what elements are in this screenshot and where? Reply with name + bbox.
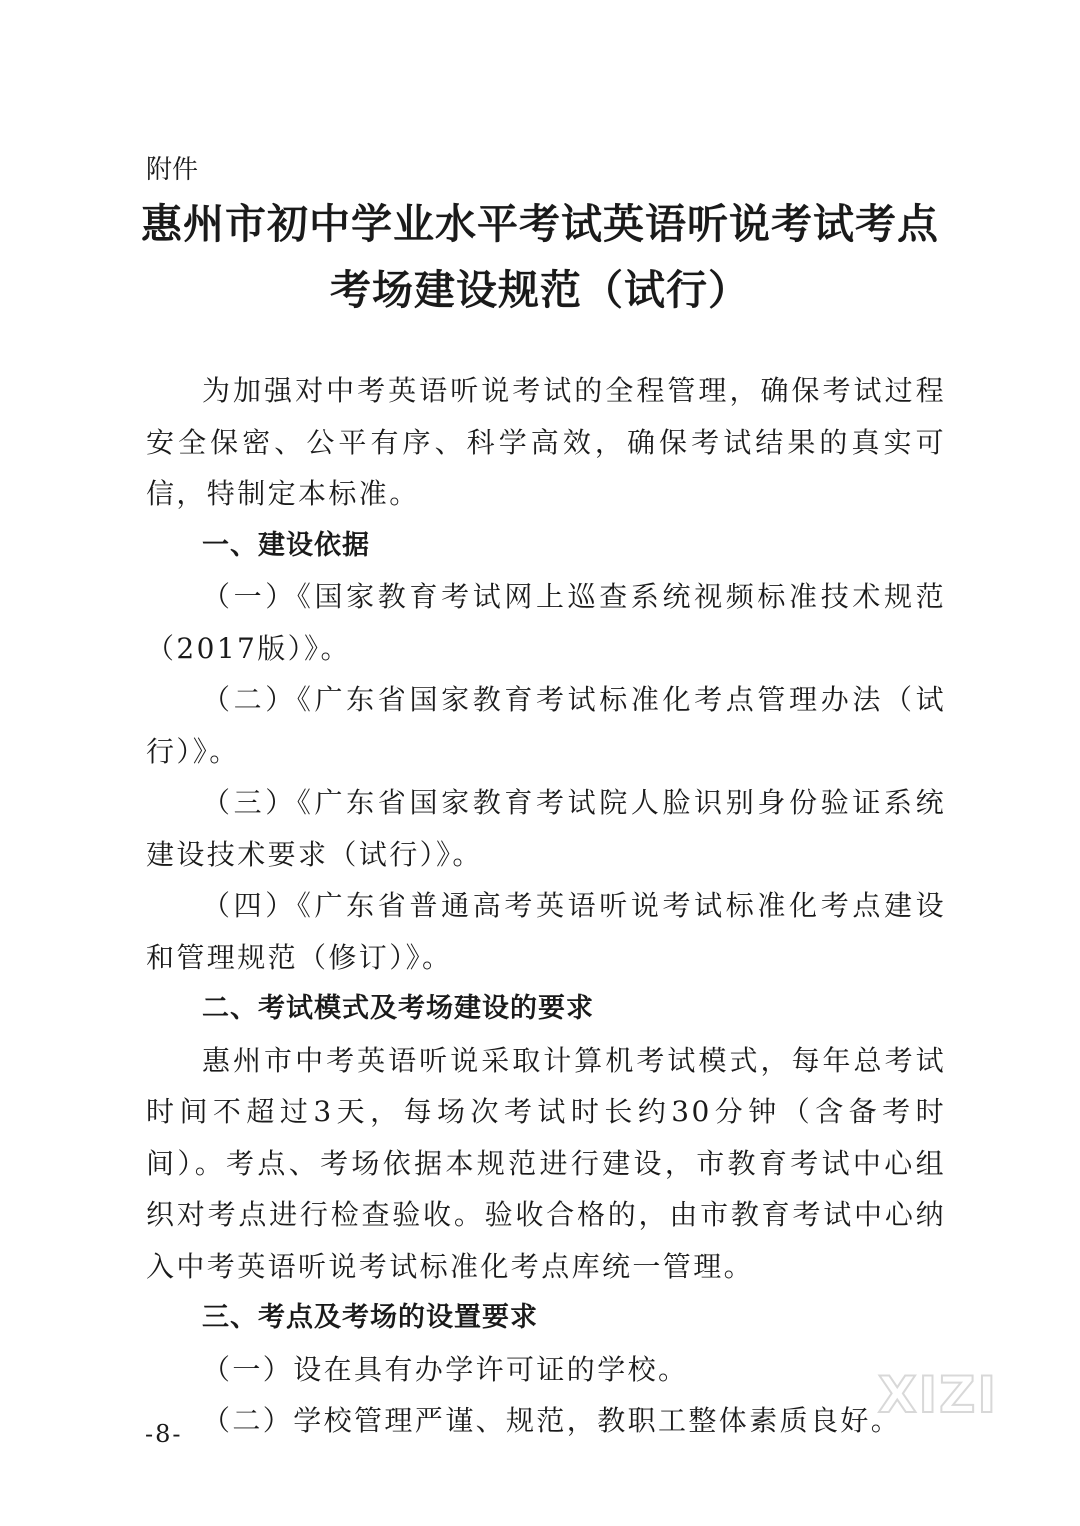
section-heading-basis: 一、建设依据 <box>202 529 370 561</box>
site-requirement-item: （一）设在具有办学许可证的学校。 <box>202 1352 689 1386</box>
svg-text:XIZI: XIZI <box>877 1368 999 1420</box>
exam-mode-paragraph: 惠州市中考英语听说采取计算机考试模式，每年总考试时间不超过3天，每场次考试时长约30分钟（含备考时间）。考点、考场依据本规范进行建设，市教育考试中心组织对考点进行检查验收。验收合格的，由市教育考试中心纳入中考英语听说考试标准化考点库统一管理。 <box>146 1043 946 1283</box>
basis-item: （一）《国家教育考试网上巡查系统视频标准技术规范（2017版）》。 <box>146 580 946 665</box>
section-heading-exam-mode: 二、考试模式及考场建设的要求 <box>202 993 594 1024</box>
page-number: -8- <box>145 1420 183 1448</box>
intro-paragraph: 为加强对中考英语听说考试的全程管理，确保考试过程安全保密、公平有序、科学高效，确保考试结果的真实可信，特制定本标准。 <box>146 374 946 510</box>
attachment-label: 附件 <box>146 155 199 185</box>
document-body <box>146 365 946 1447</box>
document-title-line-1: 惠州市初中学业水平考试英语听说考试考点 <box>141 200 939 248</box>
site-requirement-item: （二）学校管理严谨、规范，教职工整体素质良好。 <box>202 1404 902 1437</box>
basis-item: （四）《广东省普通高考英语听说考试标准化考点建设和管理规范（修订）》。 <box>146 889 946 974</box>
section-heading-site-requirements: 三、考点及考场的设置要求 <box>202 1302 538 1333</box>
basis-item: （三）《广东省国家教育考试院人脸识别身份验证系统建设技术要求（试行）》。 <box>146 786 946 871</box>
document-title-line-2: 考场建设规范（试行） <box>330 266 750 314</box>
basis-item: （二）《广东省国家教育考试标准化考点管理办法（试行）》。 <box>146 683 946 768</box>
site-watermark-logo <box>868 1368 1008 1420</box>
